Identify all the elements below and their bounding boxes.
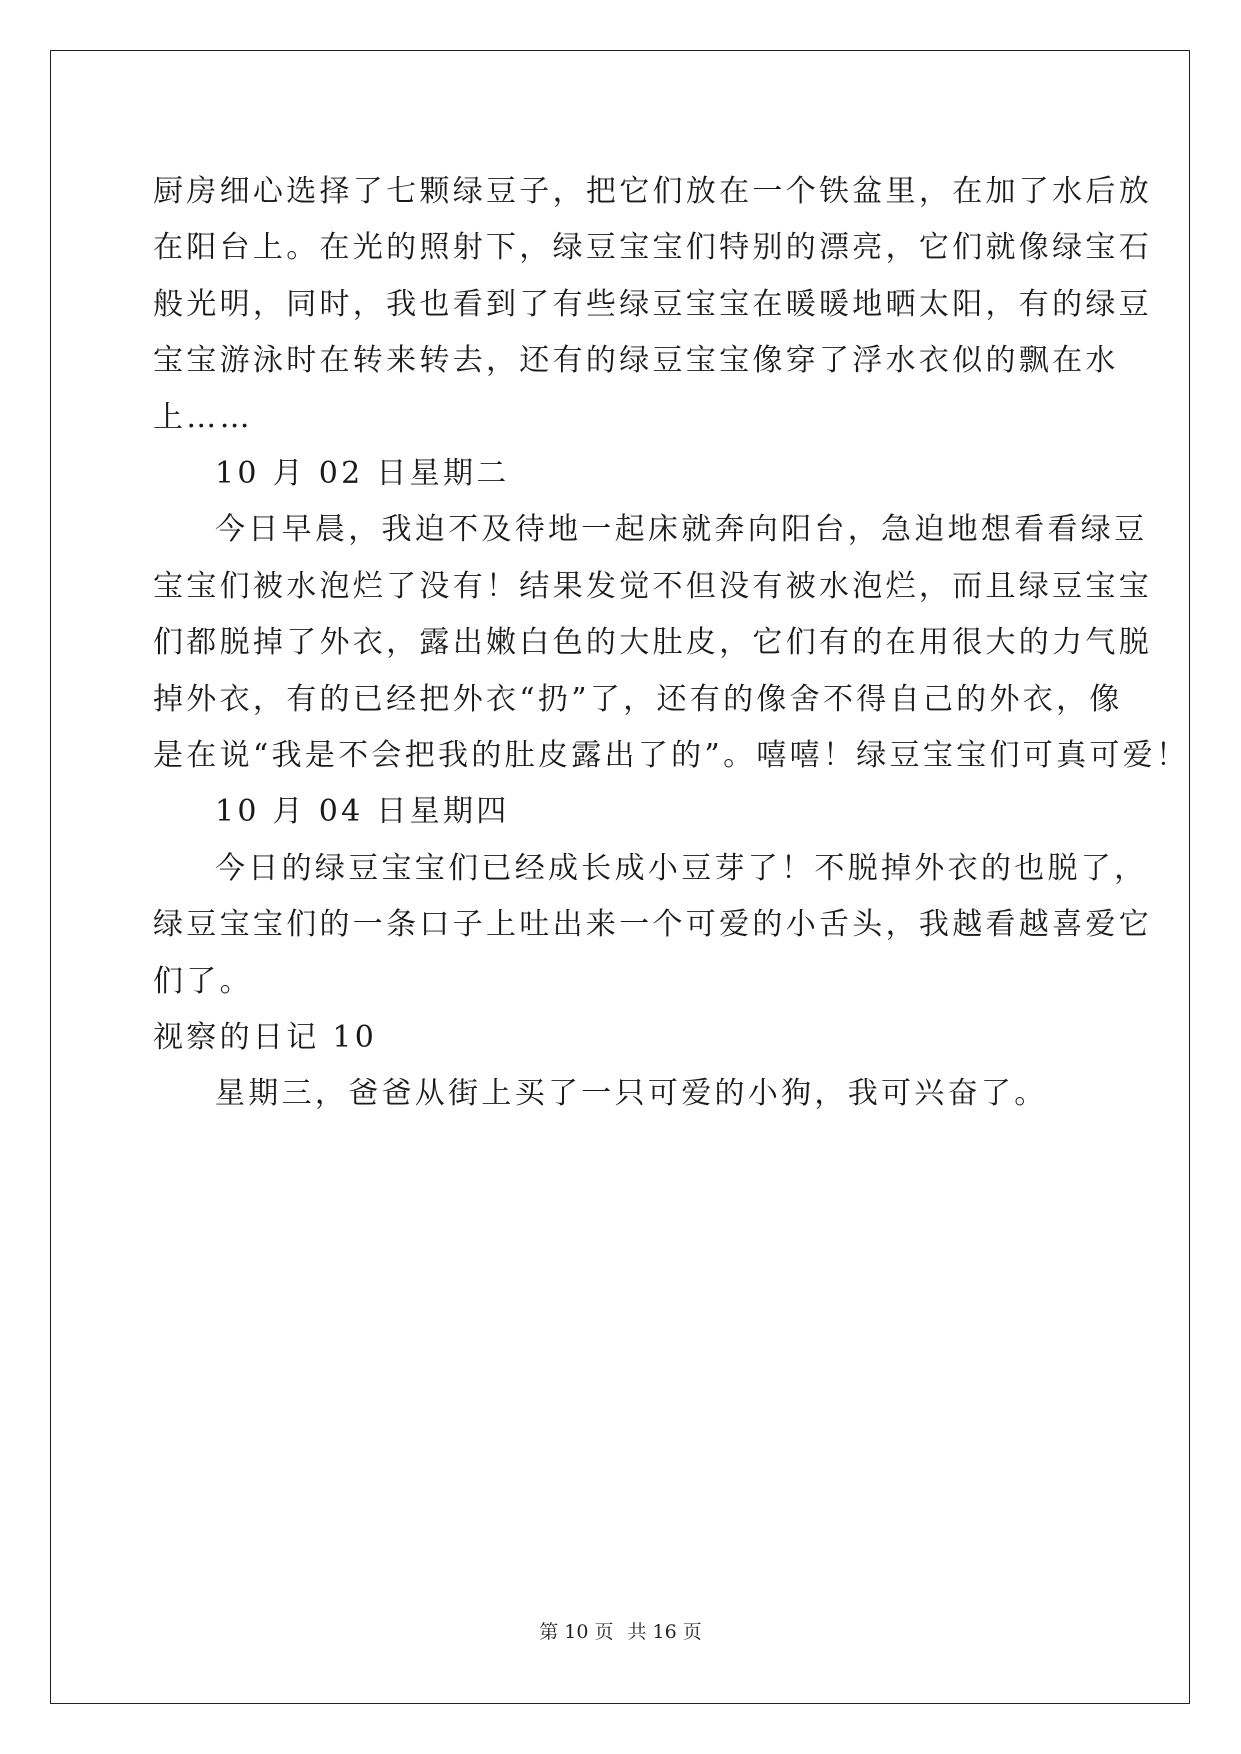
paragraph-line: 绿豆宝宝们的一条口子上吐出来一个可爱的小舌头，我越看越喜爱它 — [153, 907, 1152, 942]
paragraph-line: 掉外衣，有的已经把外衣“扔”了，还有的像舍不得自己的外衣，像 — [153, 682, 1123, 717]
page-footer — [0, 1620, 1241, 1644]
date-heading: 10 月 04 日星期四 — [215, 794, 510, 829]
page-total: 共 16 页 — [627, 1621, 702, 1643]
paragraph-line: 在阳台上。在光的照射下，绿豆宝宝们特别的漂亮，它们就像绿宝石 — [153, 230, 1152, 265]
paragraph-line: 般光明，同时，我也看到了有些绿豆宝宝在暖暖地晒太阳，有的绿豆 — [153, 287, 1152, 322]
section-title: 视察的日记 10 — [153, 1020, 378, 1055]
paragraph-line: 星期三，爸爸从街上买了一只可爱的小狗，我可兴奋了。 — [215, 1076, 1048, 1111]
paragraph-line: 厨房细心选择了七颗绿豆子，把它们放在一个铁盆里，在加了水后放 — [153, 174, 1152, 209]
paragraph-line: 们了。 — [153, 964, 253, 999]
paragraph-line: 今日早晨，我迫不及待地一起床就奔向阳台，急迫地想看看绿豆 — [215, 512, 1148, 547]
paragraph-line: 今日的绿豆宝宝们已经成长成小豆芽了！不脱掉外衣的也脱了， — [215, 851, 1148, 886]
date-heading: 10 月 02 日星期二 — [215, 456, 510, 491]
paragraph-line: 是在说“我是不会把我的肚皮露出了的”。嘻嘻！绿豆宝宝们可真可爱！ — [153, 738, 1190, 773]
paragraph-line: 宝宝游泳时在转来转去，还有的绿豆宝宝像穿了浮水衣似的飘在水 — [153, 343, 1119, 378]
paragraph-line: 们都脱掉了外衣，露出嫩白色的大肚皮，它们有的在用很大的力气脱 — [153, 625, 1152, 660]
paragraph-line: 宝宝们被水泡烂了没有！结果发觉不但没有被水泡烂，而且绿豆宝宝 — [153, 569, 1152, 604]
paragraph-line: 上…… — [153, 400, 253, 435]
page-number: 第 10 页 — [539, 1621, 614, 1643]
